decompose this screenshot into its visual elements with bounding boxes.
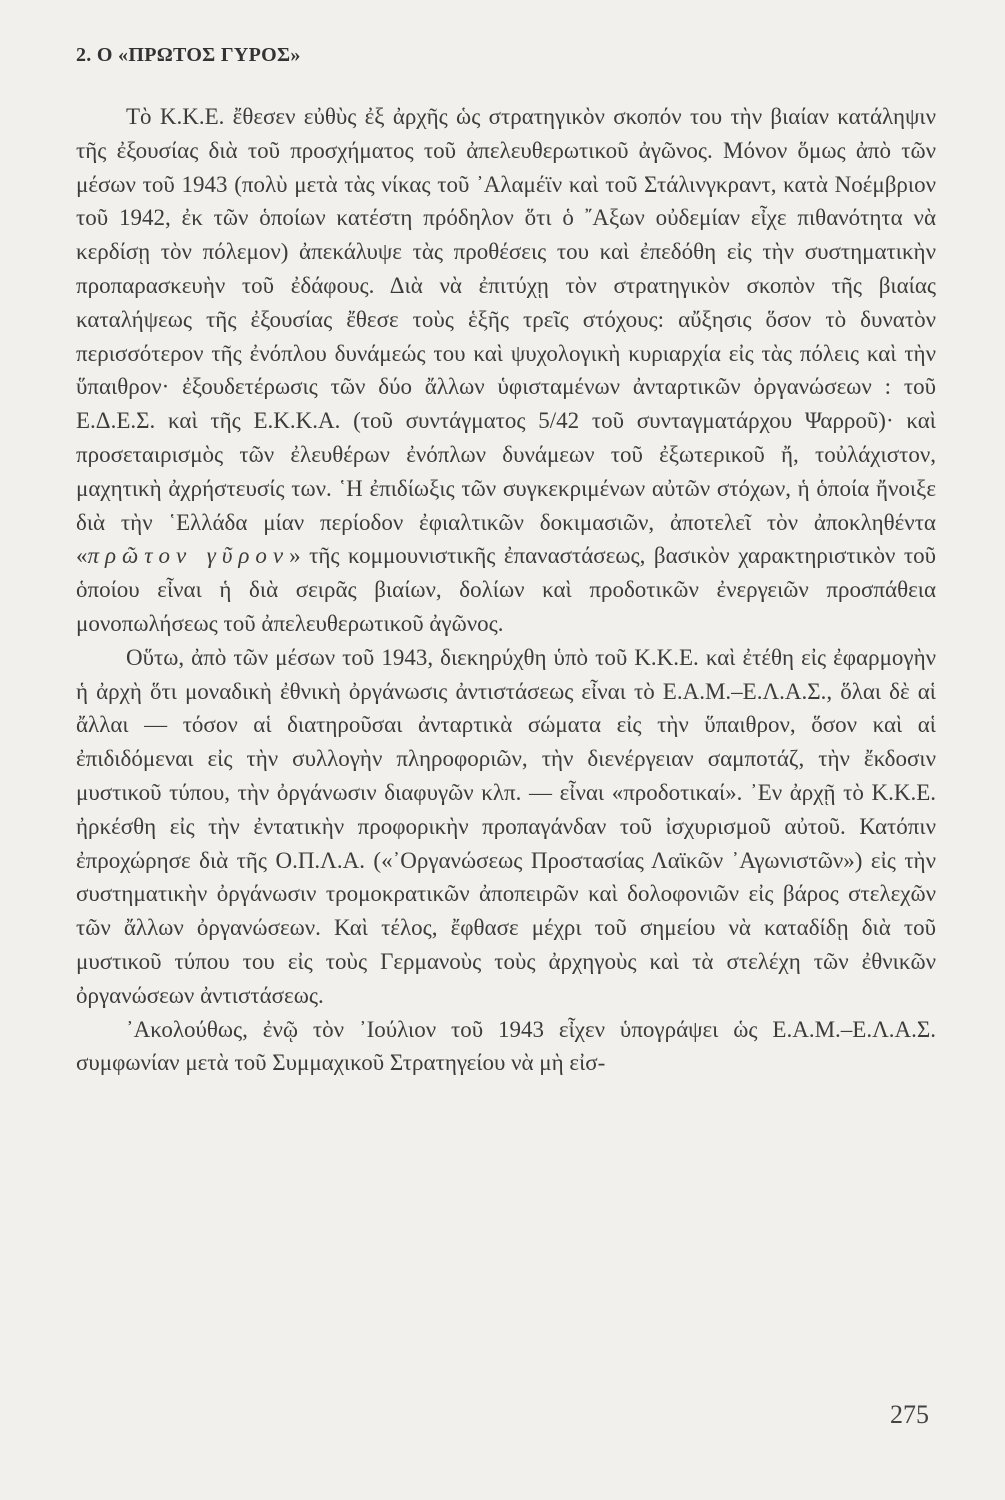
paragraph-3: ᾿Ακολούθως, ἐνῷ τὸν ᾿Ιούλιον τοῦ 1943 εἶχεν ὑπογράψει ὡς Ε.Α.Μ.–Ε.Λ.Α.Σ. συμφωνίαν μετὰ τοῦ Συμμαχικοῦ Στρατηγείου νὰ μὴ εἰσ- xyxy=(76,1016,936,1076)
paragraph-1-text-start: Τὸ Κ.Κ.Ε. ἔθεσεν εὐθὺς ἐξ ἀρχῆς ὡς στρατηγικὸν σκοπόν του τὴν βιαίαν κατάληψιν τῆς ἐξουσίας διὰ τοῦ προσχήματος τοῦ ἀπελευθερωτικοῦ ἀγῶνος. Μόνον ὅμως ἀπὸ τῶν μέσων τοῦ 1943 (πολὺ μετὰ τὰς νίκας τοῦ ᾿Αλαμέϊν καὶ τοῦ Στάλινγκραντ, κατὰ Νοέμβριον τοῦ 1942, ἐκ τῶν ὁποίων κατέστη πρόδηλον ὅτι ὁ ῎Αξων οὐδεμίαν εἶχε πιθανότητα νὰ κερδίσῃ τὸν πόλεμον) ἀπεκάλυψε τὰς προθέσεις του καὶ ἐπεδόθη εἰς τὴν συστηματικὴν προπαρασκευὴν τοῦ ἐδάφους. Διὰ νὰ ἐπιτύχῃ τὸν στρατηγικὸν σκοπὸν τῆς βιαίας καταλήψεως τῆς ἐξουσίας ἔθεσε τοὺς ἑξῆς τρεῖς στόχους: αὔξησις ὅσον τὸ δυνατὸν περισσότερον τῆς ἐνόπλου δυνάμεώς του καὶ ψυχολογικὴ κυριαρχία εἰς τὰς πόλεις καὶ τὴν ὕπαιθρον· ἐξουδετέρωσις τῶν δύο ἄλλων ὑφισταμένων ἀνταρτικῶν ὀργανώσεων : τοῦ Ε.Δ.Ε.Σ. καὶ τῆς Ε.Κ.Κ.Α. (τοῦ συντάγματος 5/42 τοῦ συνταγματάρχου Ψαρροῦ)· καὶ προσεταιρισμὸς τῶν ἐλευθέρων ἐνόπλων δυνάμεων τοῦ ἐξωτερικοῦ ἤ, τοὐλάχιστον, μαχητικὴ ἀχρήστευσίς των. ῾Η ἐπιδίωξις τῶν συγκεκριμένων αὐτῶν στόχων, ἡ ὁποία ἤνοιξε διὰ τὴν ῾Ελλάδα μίαν περίοδον ἐφιαλτικῶν δοκιμασιῶν, ἀποτελεῖ τὸν ἀποκληθέντα « xyxy=(76,104,936,569)
paragraph-1-text-end: » τῆς κομμουνιστικῆς ἐπαναστάσεως, βασικὸν χαρακτηριστικὸν τοῦ ὁποίου εἶναι ἡ διὰ σειρᾶς βιαίων, δολίων καὶ προδοτικῶν ἐνεργειῶν προσπάθεια μονοπωλήσεως τοῦ ἀπελευθερωτικοῦ ἀγῶνος. xyxy=(76,543,937,636)
paragraph-2: Οὕτω, ἀπὸ τῶν μέσων τοῦ 1943, διεκηρύχθη ὑπὸ τοῦ Κ.Κ.Ε. καὶ ἐτέθη εἰς ἐφαρμογὴν ἡ ἀρχὴ ὅτι μοναδικὴ ἐθνικὴ ὀργάνωσις ἀντιστάσεως εἶναι τὸ Ε.Α.Μ.–Ε.Λ.Α.Σ., ὅλαι δὲ αἱ ἄλλαι — τόσον αἱ διατηροῦσαι ἀνταρτικὰ σώματα εἰς τὴν ὕπαιθρον, ὅσον καὶ αἱ ἐπιδιδόμεναι εἰς τὴν συλλογὴν πληροφοριῶν, τὴν διενέργειαν σαμποτάζ, τὴν ἔκδοσιν μυστικοῦ τύπου, τὴν ὀργάνωσιν διαφυγῶν κλπ. — εἶναι «προδοτικαί». ᾿Εν ἀρχῇ τὸ Κ.Κ.Ε. ἠρκέσθη εἰς τὴν ἐντατικὴν προφορικὴν προπαγάνδαν τοῦ ἰσχυρισμοῦ αὐτοῦ. Κατόπιν ἐπροχώρησε διὰ τῆς Ο.Π.Λ.Α. («᾿Οργανώσεως Προστασίας Λαϊκῶν ᾿Αγωνιστῶν») εἰς τὴν συστηματικὴν ὀργάνωσιν τρομοκρατικῶν ἀποπειρῶν καὶ δολοφονιῶν εἰς βάρος στελεχῶν τῶν ἄλλων ὀργανώσεων. Καὶ τέλος, ἔφθασε μέχρι τοῦ σημείου νὰ καταδίδῃ διὰ τοῦ μυστικοῦ τύπου του εἰς τοὺς Γερμανοὺς τοὺς ἀρχηγοὺς καὶ τὰ στελέχη τῶν ἐθνικῶν ὀργανώσεων ἀντιστάσεως. xyxy=(76,644,936,1008)
spaced-term: πρῶτον γῦρον xyxy=(87,543,290,569)
page-number: 275 xyxy=(890,1400,929,1429)
body-text xyxy=(76,100,936,1080)
paragraph-1 xyxy=(76,100,936,641)
section-heading: 2. Ο «ΠΡΩΤΟΣ ΓΥΡΟΣ» xyxy=(76,44,301,66)
